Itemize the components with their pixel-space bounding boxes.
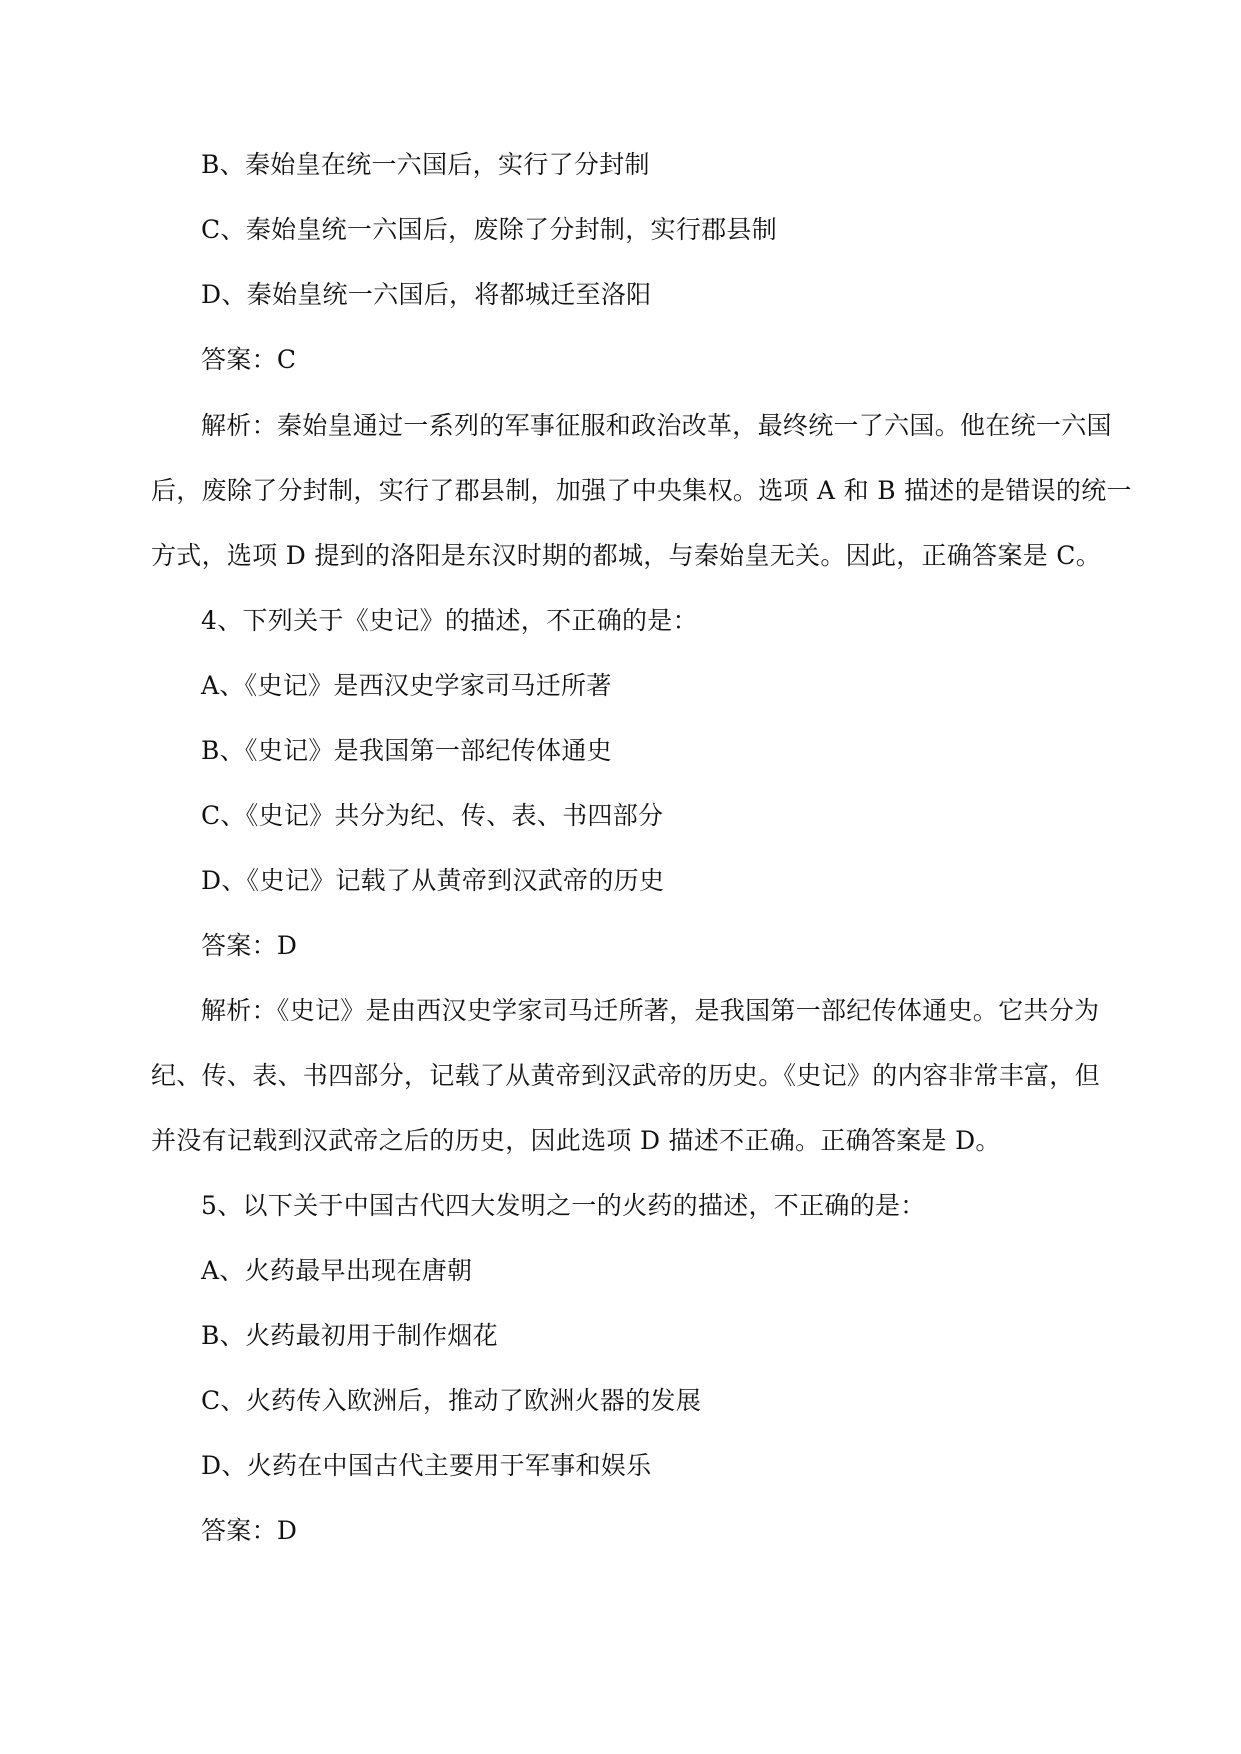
q4-option-a: A、《史记》是西汉史学家司马迁所著: [201, 671, 612, 700]
q3-option-d: D、秦始皇统一六国后，将都城迁至洛阳: [201, 280, 652, 309]
q4-option-c: C、《史记》共分为纪、传、表、书四部分: [201, 801, 664, 830]
q3-answer: 答案：C: [201, 345, 297, 374]
q4-analysis-line-3: 并没有记载到汉武帝之后的历史，因此选项 D 描述不正确。正确答案是 D。: [151, 1126, 1001, 1155]
q5-option-b: B、火药最初用于制作烟花: [201, 1321, 498, 1350]
q5-option-a: A、火药最早出现在唐朝: [201, 1256, 473, 1285]
q5-question: 5、以下关于中国古代四大发明之一的火药的描述，不正确的是：: [201, 1191, 926, 1220]
q4-option-b: B、《史记》是我国第一部纪传体通史: [201, 736, 612, 765]
q5-option-c: C、火药传入欧洲后，推动了欧洲火器的发展: [201, 1386, 702, 1415]
q4-question: 4、下列关于《史记》的描述，不正确的是：: [201, 606, 698, 635]
q4-answer: 答案：D: [201, 931, 298, 960]
q4-analysis-line-2: 纪、传、表、书四部分，记载了从黄帝到汉武帝的历史。《史记》的内容非常丰富，但: [151, 1061, 1100, 1090]
q4-option-d: D、《史记》记载了从黄帝到汉武帝的历史: [201, 866, 665, 895]
q3-analysis-line-2: 后，废除了分封制，实行了郡县制，加强了中央集权。选项 A 和 B 描述的是错误的统一: [151, 476, 1132, 505]
q3-option-c: C、秦始皇统一六国后，废除了分封制，实行郡县制: [201, 215, 778, 244]
q4-analysis-line-1: 解析：《史记》是由西汉史学家司马迁所著，是我国第一部纪传体通史。它共分为: [201, 996, 1100, 1025]
q3-option-b: B、秦始皇在统一六国后，实行了分封制: [201, 150, 650, 179]
q5-option-d: D、火药在中国古代主要用于军事和娱乐: [201, 1451, 652, 1480]
q5-answer: 答案：D: [201, 1516, 298, 1545]
q3-analysis-line-3: 方式，选项 D 提到的洛阳是东汉时期的都城，与秦始皇无关。因此，正确答案是 C。: [151, 541, 1102, 570]
q3-analysis-line-1: 解析：秦始皇通过一系列的军事征服和政治改革，最终统一了六国。他在统一六国: [201, 411, 1112, 440]
